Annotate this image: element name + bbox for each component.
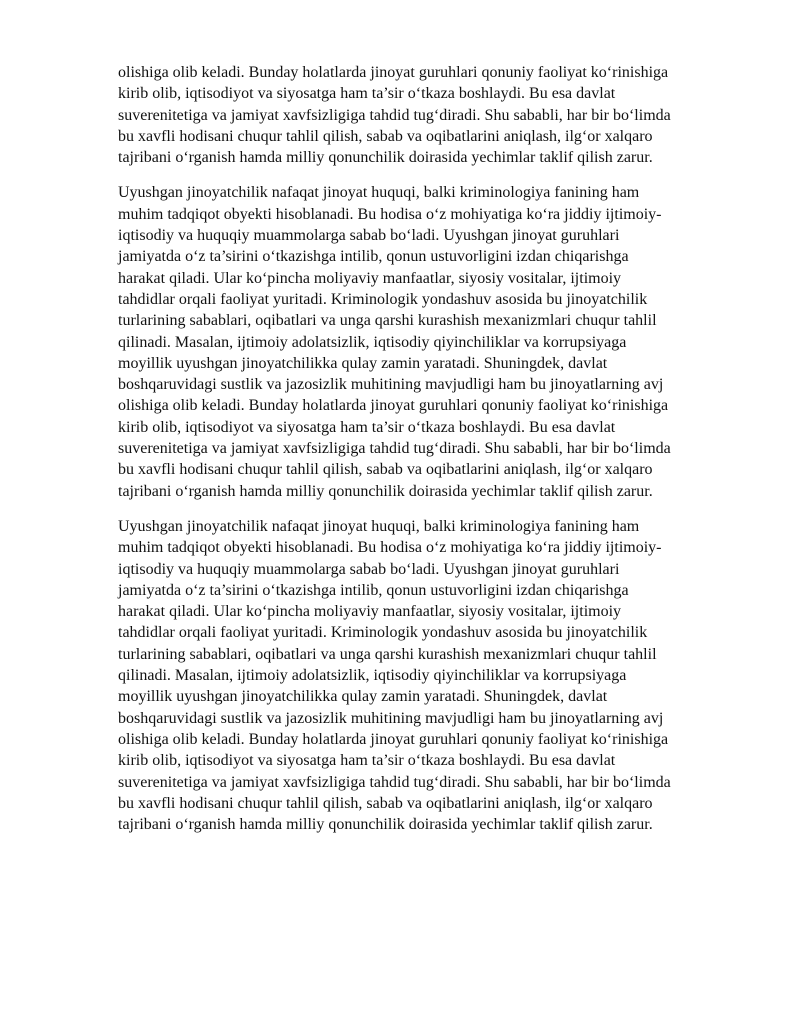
- text-line: bu xavfli hodisani chuqur tahlil qilish, sabab va oqibatlarini aniqlash, ilg‘or xalqaro: [118, 461, 653, 479]
- paragraph: [118, 62, 690, 168]
- text-line: muhim tadqiqot obyekti hisoblanadi. Bu hodisa o‘z mohiyatiga ko‘ra jiddiy ijtimoiy-: [118, 539, 662, 557]
- text-line: olishiga olib keladi. Bunday holatlarda jinoyat guruhlari qonuniy faoliyat ko‘rinishiga: [118, 730, 669, 748]
- text-line: tajribani o‘rganish hamda milliy qonunchilik doirasida yechimlar taklif qilish zarur.: [118, 482, 653, 500]
- text-line: suverenitetiga va jamiyat xavfsizligiga tahdid tug‘diradi. Shu sababli, har bir bo‘limda: [118, 106, 671, 124]
- text-line: iqtisodiy va huquqiy muammolarga sabab bo‘ladi. Uyushgan jinoyat guruhlari: [118, 560, 620, 578]
- text-line: iqtisodiy va huquqiy muammolarga sabab bo‘ladi. Uyushgan jinoyat guruhlari: [118, 227, 620, 245]
- text-line: turlarining sabablari, oqibatlari va unga qarshi kurashish mexanizmlari chuqur tahlil: [118, 312, 657, 330]
- text-line: kirib olib, iqtisodiyot va siyosatga ham ta’sir o‘tkaza boshlaydi. Bu esa davlat: [118, 85, 616, 103]
- text-line: qilinadi. Masalan, ijtimoiy adolatsizlik, iqtisodiy qiyinchiliklar va korrupsiyaga: [118, 333, 627, 351]
- text-line: moyillik uyushgan jinoyatchilikka qulay zamin yaratadi. Shuningdek, davlat: [118, 688, 608, 706]
- text-line: harakat qiladi. Ular ko‘pincha moliyaviy manfaatlar, siyosiy vositalar, ijtimoiy: [118, 603, 622, 621]
- text-line: tajribani o‘rganish hamda milliy qonunchilik doirasida yechimlar taklif qilish zarur.: [118, 149, 653, 167]
- text-line: moyillik uyushgan jinoyatchilikka qulay zamin yaratadi. Shuningdek, davlat: [118, 354, 608, 372]
- text-line: boshqaruvidagi sustlik va jazosizlik muhitining mavjudligi ham bu jinoyatlarning avj: [118, 376, 664, 394]
- text-line: bu xavfli hodisani chuqur tahlil qilish, sabab va oqibatlarini aniqlash, ilg‘or xalqaro: [118, 127, 653, 145]
- text-line: suverenitetiga va jamiyat xavfsizligiga tahdid tug‘diradi. Shu sababli, har bir bo‘limda: [118, 440, 671, 458]
- paragraph: [118, 516, 690, 835]
- text-line: suverenitetiga va jamiyat xavfsizligiga tahdid tug‘diradi. Shu sababli, har bir bo‘limda: [118, 773, 671, 791]
- document-page: [118, 62, 690, 849]
- text-line: jamiyatda o‘z ta’sirini o‘tkazishga intilib, qonun ustuvorligini izdan chiqarishga: [118, 248, 629, 266]
- text-line: muhim tadqiqot obyekti hisoblanadi. Bu hodisa o‘z mohiyatiga ko‘ra jiddiy ijtimoiy-: [118, 205, 662, 223]
- text-line: bu xavfli hodisani chuqur tahlil qilish, sabab va oqibatlarini aniqlash, ilg‘or xalqaro: [118, 794, 653, 812]
- text-line: olishiga olib keladi. Bunday holatlarda jinoyat guruhlari qonuniy faoliyat ko‘rinishiga: [118, 397, 669, 415]
- text-line: tahdidlar orqali faoliyat yuritadi. Kriminologik yondashuv asosida bu jinoyatchilik: [118, 624, 648, 642]
- text-line: kirib olib, iqtisodiyot va siyosatga ham ta’sir o‘tkaza boshlaydi. Bu esa davlat: [118, 752, 616, 770]
- text-line: tajribani o‘rganish hamda milliy qonunchilik doirasida yechimlar taklif qilish zarur.: [118, 816, 653, 834]
- text-line: tahdidlar orqali faoliyat yuritadi. Kriminologik yondashuv asosida bu jinoyatchilik: [118, 290, 648, 308]
- text-line: olishiga olib keladi. Bunday holatlarda jinoyat guruhlari qonuniy faoliyat ko‘rinishiga: [118, 64, 669, 81]
- text-line: Uyushgan jinoyatchilik nafaqat jinoyat huquqi, balki kriminologiya fanining ham: [118, 517, 640, 535]
- text-line: Uyushgan jinoyatchilik nafaqat jinoyat huquqi, balki kriminologiya fanining ham: [118, 184, 640, 202]
- text-line: turlarining sabablari, oqibatlari va unga qarshi kurashish mexanizmlari chuqur tahlil: [118, 645, 657, 663]
- paragraph: [118, 182, 690, 501]
- text-line: qilinadi. Masalan, ijtimoiy adolatsizlik, iqtisodiy qiyinchiliklar va korrupsiyaga: [118, 667, 627, 685]
- text-line: jamiyatda o‘z ta’sirini o‘tkazishga intilib, qonun ustuvorligini izdan chiqarishga: [118, 581, 629, 599]
- text-line: kirib olib, iqtisodiyot va siyosatga ham ta’sir o‘tkaza boshlaydi. Bu esa davlat: [118, 418, 616, 436]
- text-line: boshqaruvidagi sustlik va jazosizlik muhitining mavjudligi ham bu jinoyatlarning avj: [118, 709, 664, 727]
- text-line: harakat qiladi. Ular ko‘pincha moliyaviy manfaatlar, siyosiy vositalar, ijtimoiy: [118, 269, 622, 287]
